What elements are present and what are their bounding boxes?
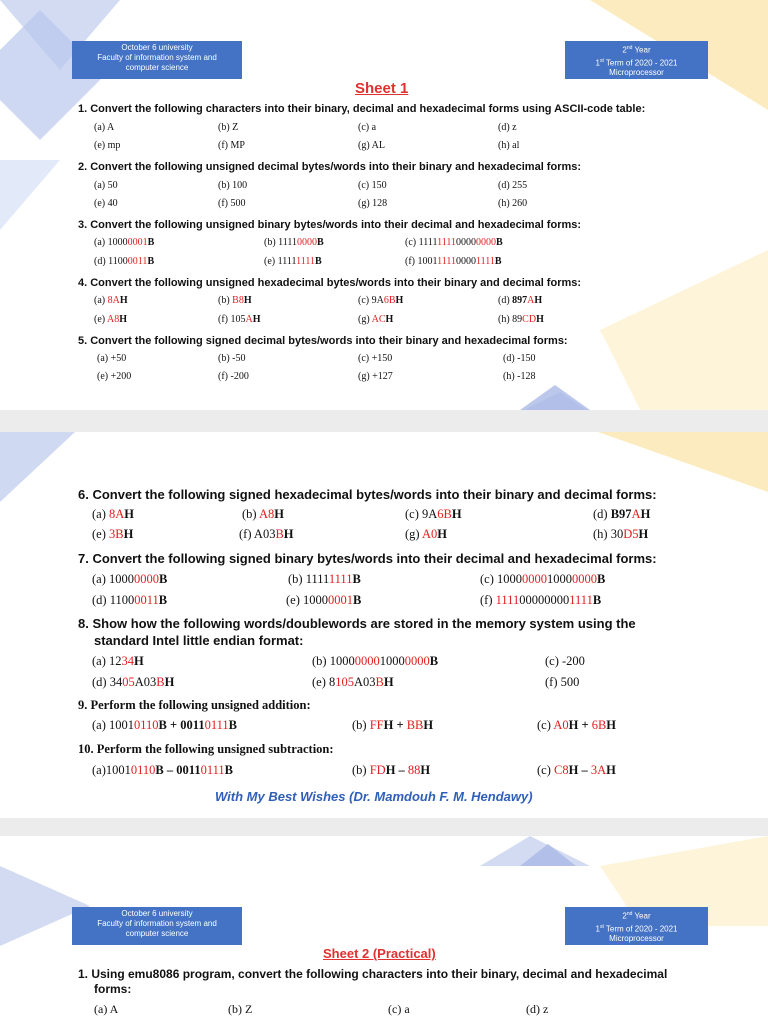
q6-item-f: (f) A03BH: [239, 527, 294, 541]
question-4: 4. Convert the following unsigned hexadecimal bytes/words into their binary and decimal forms:: [78, 277, 582, 289]
question-8-line-1: 8. Show how the following words/doublewords are stored in the memory system using the: [78, 616, 636, 631]
q1-item-e: (e) mp: [94, 140, 121, 151]
q8-item-f: (f) 500: [545, 675, 580, 689]
q1-item-a: (a) A: [94, 122, 115, 133]
q8-item-a: (a) 1234H: [92, 654, 144, 668]
q6-item-d: (d) B97AH: [593, 507, 651, 521]
q6-item-e: (e) 3BH: [92, 527, 134, 541]
q5-item-f: (f) -200: [218, 371, 249, 382]
question-10: 10. Perform the following unsigned subtraction:: [78, 742, 334, 756]
page-gap: [0, 818, 768, 836]
question-6: 6. Convert the following signed hexadecimal bytes/words into their binary and decimal forms:: [78, 487, 657, 502]
course-name: Microprocessor: [609, 68, 664, 78]
q3-item-e: (e) 11111111B: [264, 256, 322, 267]
sheet-1-title: Sheet 1: [355, 80, 409, 97]
q4-item-a: (a) 8AH: [94, 295, 128, 306]
q4-item-b: (b) B8H: [218, 295, 252, 306]
course-header-box: [565, 41, 708, 79]
question-8-line-2: standard Intel little endian format:: [94, 633, 304, 648]
q2-item-f: (f) 500: [218, 198, 246, 209]
sheet-2-question-1-line-2: forms:: [94, 982, 132, 996]
q1-item-g: (g) AL: [358, 140, 385, 151]
q5-item-d: (d) -150: [503, 353, 536, 364]
q10-item-c: (c) C8H – 3AH: [537, 763, 616, 777]
page-gap: [0, 410, 768, 432]
q8-item-c: (c) -200: [545, 654, 585, 668]
q10-item-a: (a)10010110B – 00110111B: [92, 763, 233, 777]
course-header-box: [565, 907, 708, 945]
university-name: October 6 university: [121, 909, 193, 918]
q3-item-c: (c) 1111111100000000B: [405, 237, 503, 248]
question-9: 9. Perform the following unsigned addition:: [78, 698, 311, 712]
term-line: 1st Term of 2020 - 2021: [595, 57, 678, 68]
q7-item-f: (f) 1111000000001111B: [480, 593, 602, 607]
q1-item-c: (c) a: [358, 122, 377, 133]
q1-item-h: (h) al: [498, 140, 520, 151]
q9-item-c: (c) A0H + 6BH: [537, 718, 617, 732]
question-3: 3. Convert the following unsigned binary bytes/words into their decimal and hexadecimal forms:: [78, 219, 582, 231]
sheet-2-question-1-line-1: 1. Using emu8086 program, convert the following characters into their binary, decimal and hexadecimal: [78, 967, 668, 981]
q4-item-e: (e) A8H: [94, 314, 128, 325]
university-header-box: [72, 907, 242, 945]
q4-item-h: (h) 89CDH: [498, 314, 544, 325]
question-1: 1. Convert the following characters into their binary, decimal and hexadecimal forms using ASCII-code table:: [78, 103, 646, 115]
q9-item-a: (a) 10010110B + 00110111B: [92, 718, 237, 732]
faculty-name-line2: computer science: [125, 63, 189, 72]
best-wishes-signature: With My Best Wishes (Dr. Mamdouh F. M. Hendawy): [215, 789, 533, 804]
q2-item-e: (e) 40: [94, 198, 118, 209]
year-line: 2nd Year: [622, 911, 651, 921]
q3-item-d: (d) 11000011B: [94, 256, 155, 267]
q1-item-d: (d) z: [498, 122, 517, 133]
university-name: October 6 university: [121, 43, 193, 52]
s2-q1-item-a: (a) A: [94, 1002, 119, 1016]
q5-item-h: (h) -128: [503, 371, 536, 382]
q2-item-g: (g) 128: [358, 198, 388, 209]
q2-item-b: (b) 100: [218, 180, 248, 191]
q6-item-b: (b) A8H: [242, 507, 285, 521]
q7-item-c: (c) 1000000010000000B: [480, 572, 606, 586]
year-line: 2nd Year: [622, 45, 651, 55]
q7-item-d: (d) 11000011B: [92, 593, 168, 607]
sheet-1-page: [0, 0, 768, 410]
q4-item-d: (d) 897AH: [498, 295, 543, 306]
question-5: 5. Convert the following signed decimal bytes/words into their binary and hexadecimal forms:: [78, 335, 568, 347]
q8-item-b: (b) 1000000010000000B: [312, 654, 439, 668]
q3-item-b: (b) 11110000B: [264, 237, 324, 248]
s2-q1-item-d: (d) z: [526, 1002, 549, 1016]
q4-item-g: (g) ACH: [358, 314, 394, 325]
sheet-2-page: [0, 836, 768, 1024]
faculty-name-line1: Faculty of information system and: [97, 919, 217, 928]
university-header-box: [72, 41, 242, 79]
question-2: 2. Convert the following unsigned decimal bytes/words into their binary and hexadecimal forms:: [78, 161, 582, 173]
course-name: Microprocessor: [609, 934, 664, 944]
s2-q1-item-c: (c) a: [388, 1002, 410, 1016]
q4-item-c: (c) 9A6BH: [358, 295, 404, 306]
q2-item-c: (c) 150: [358, 180, 387, 191]
q2-item-h: (h) 260: [498, 198, 528, 209]
faculty-name-line2: computer science: [125, 929, 189, 938]
q8-item-d: (d) 3405A03BH: [92, 675, 175, 689]
q5-item-c: (c) +150: [358, 353, 393, 364]
sheet-1-continued-page: [0, 432, 768, 818]
q6-item-g: (g) A0H: [405, 527, 448, 541]
q6-item-h: (h) 30D5H: [593, 527, 649, 541]
s2-q1-item-b: (b) Z: [228, 1002, 253, 1016]
q2-item-a: (a) 50: [94, 180, 118, 191]
q4-item-f: (f) 105AH: [218, 314, 261, 325]
q5-item-a: (a) +50: [97, 353, 127, 364]
q1-item-b: (b) Z: [218, 122, 239, 133]
q1-item-f: (f) MP: [218, 140, 245, 151]
q5-item-g: (g) +127: [358, 371, 393, 382]
q9-item-b: (b) FFH + BBH: [352, 718, 434, 732]
term-line: 1st Term of 2020 - 2021: [595, 923, 678, 934]
q3-item-f: (f) 1001111100001111B: [405, 256, 502, 267]
sheet-2-title: Sheet 2 (Practical): [323, 946, 436, 961]
q3-item-a: (a) 10000001B: [94, 237, 155, 248]
q10-item-b: (b) FDH – 88H: [352, 763, 431, 777]
q2-item-d: (d) 255: [498, 180, 528, 191]
q7-item-e: (e) 10000001B: [286, 593, 362, 607]
q5-item-e: (e) +200: [97, 371, 132, 382]
faculty-name-line1: Faculty of information system and: [97, 53, 217, 62]
q8-item-e: (e) 8105A03BH: [312, 675, 394, 689]
q7-item-a: (a) 10000000B: [92, 572, 168, 586]
question-7: 7. Convert the following signed binary bytes/words into their decimal and hexadecimal forms:: [78, 551, 657, 566]
q6-item-c: (c) 9A6BH: [405, 507, 462, 521]
q5-item-b: (b) -50: [218, 353, 246, 364]
q6-item-a: (a) 8AH: [92, 507, 135, 521]
q7-item-b: (b) 11111111B: [288, 572, 361, 586]
